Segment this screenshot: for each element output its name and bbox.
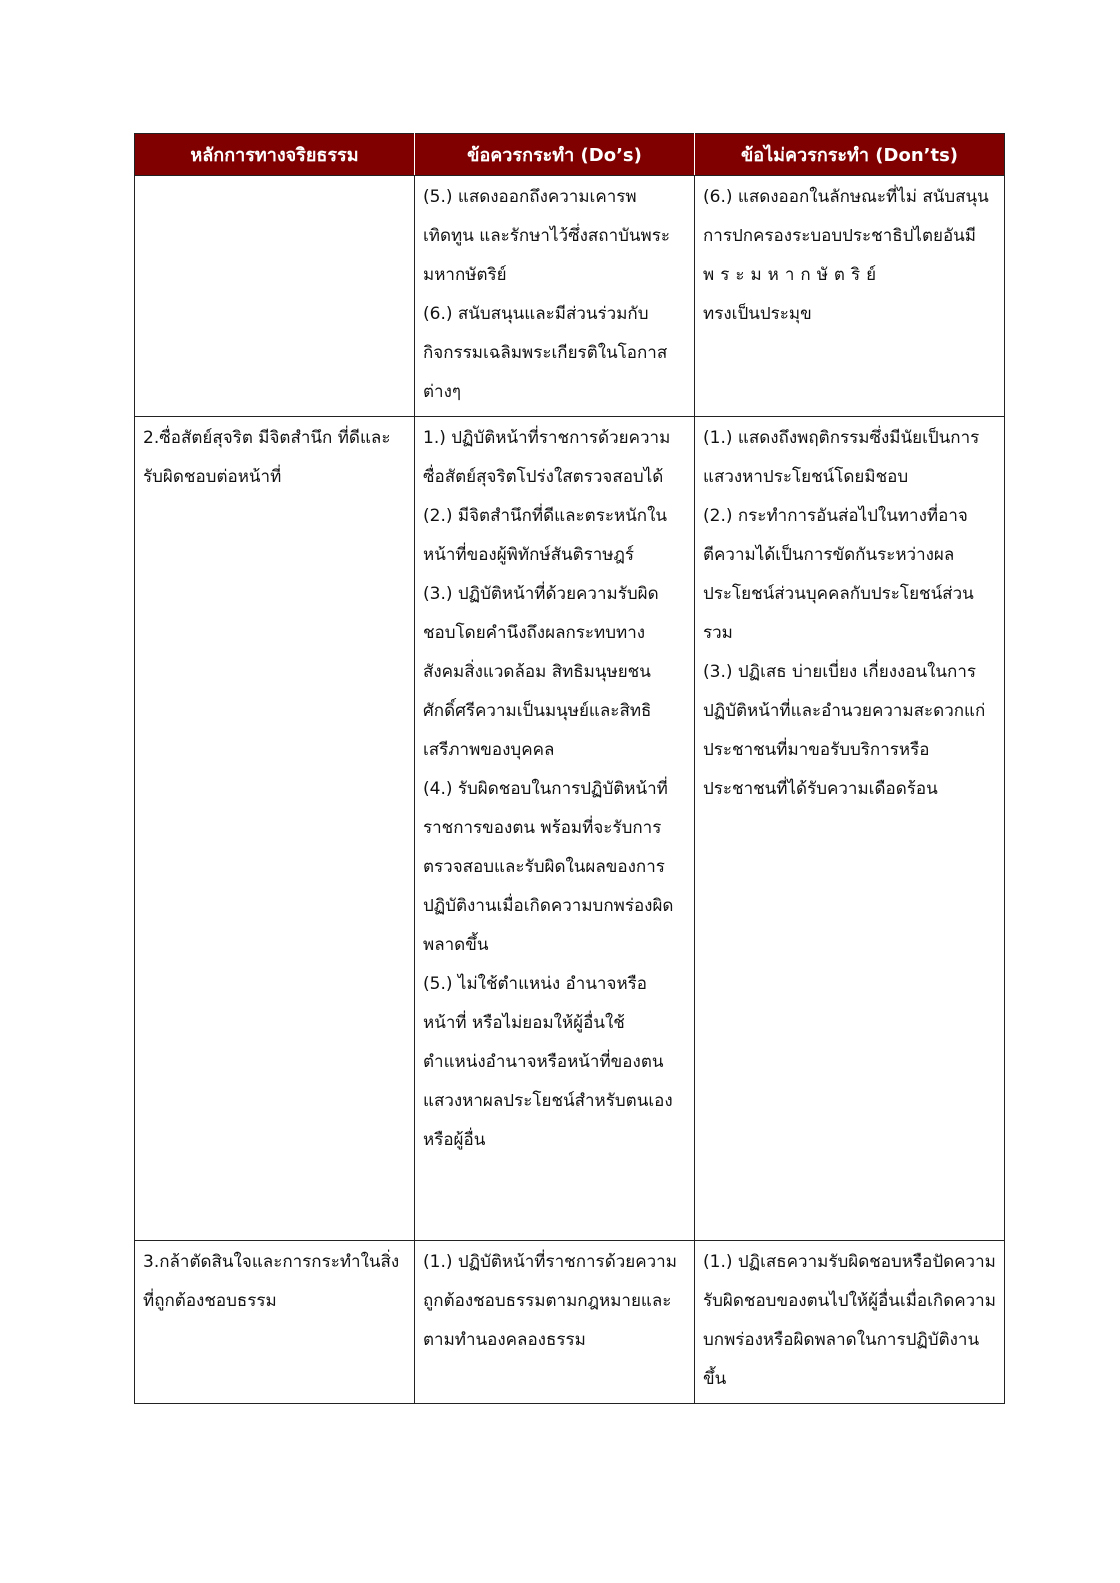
dos-item: (4.) รับผิดชอบในการปฏิบัติหน้าที่ราชการของตน พร้อมที่จะรับการตรวจสอบและรับผิดในผลของการปฏิบัติงานเมื่อเกิดความบกพร่องผิดพลาดขึ้น <box>423 779 674 955</box>
principle-text: 3.กล้าตัดสินใจและการกระทำในสิ่งที่ถูกต้องชอบธรรม <box>143 1252 400 1311</box>
table-row <box>135 417 1005 1241</box>
donts-cell <box>695 176 1005 417</box>
donts-item: (1.) ปฏิเสธความรับผิดชอบหรือปัดความรับผิดชอบของตนไปให้ผู้อื่นเมื่อเกิดความบกพร่องหรือผิดพลาดในการปฏิบัติงานขึ้น <box>703 1252 996 1389</box>
donts-item: (2.) กระทำการอันส่อไปในทางที่อาจตีความได้เป็นการขัดกันระหว่างผลประโยชน์ส่วนบุคคลกับประโยชน์ส่วนรวม <box>703 506 974 643</box>
header-principle: หลักการทางจริยธรรม <box>135 134 415 176</box>
header-dos: ข้อควรกระทำ (Do’s) <box>415 134 695 176</box>
ethics-table <box>134 133 1005 1404</box>
donts-item: พระมหากษัตริย์ <box>703 265 883 285</box>
dos-cell <box>415 417 695 1241</box>
donts-item: ทรงเป็นประมุข <box>703 304 812 324</box>
principle-cell <box>135 1241 415 1404</box>
dos-item: (6.) สนับสนุนและมีส่วนร่วมกับกิจกรรมเฉลิมพระเกียรติในโอกาสต่างๆ <box>423 304 668 402</box>
donts-cell <box>695 417 1005 1241</box>
table-header-row <box>135 134 1005 176</box>
table-row <box>135 176 1005 417</box>
donts-cell <box>695 1241 1005 1404</box>
donts-item: (3.) ปฏิเสธ บ่ายเบี่ยง เกี่ยงงอนในการปฏิบัติหน้าที่และอำนวยความสะดวกแก่ประชาชนที่มาขอรับบริการหรือประชาชนที่ได้รับความเดือดร้อน <box>703 662 986 799</box>
principle-text: 2.ซื่อสัตย์สุจริต มีจิตสำนึก ที่ดีและรับผิดชอบต่อหน้าที่ <box>143 428 391 487</box>
dos-item: (1.) ปฏิบัติหน้าที่ราชการด้วยความถูกต้องชอบธรรมตามกฎหมายและตามทำนองคลองธรรม <box>423 1252 677 1350</box>
dos-cell <box>415 1241 695 1404</box>
dos-item: 1.) ปฏิบัติหน้าที่ราชการด้วยความซื่อสัตย์สุจริตโปร่งใสตรวจสอบได้ <box>423 428 671 487</box>
dos-cell <box>415 176 695 417</box>
donts-item: (1.) แสดงถึงพฤติกรรมซึ่งมีนัยเป็นการแสวงหาประโยชน์โดยมิชอบ <box>703 428 980 487</box>
dos-item: (5.) แสดงออกถึงความเคารพเทิดทูน และรักษาไว้ซึ่งสถาบันพระมหากษัตริย์ <box>423 187 670 285</box>
dos-item: (2.) มีจิตสำนึกที่ดีและตระหนักในหน้าที่ของผู้พิทักษ์สันติราษฎร์ <box>423 506 668 565</box>
table-row <box>135 1241 1005 1404</box>
principle-cell <box>135 176 415 417</box>
principle-cell <box>135 417 415 1241</box>
header-donts: ข้อไม่ควรกระทำ (Don’ts) <box>695 134 1005 176</box>
dos-item: (5.) ไม่ใช้ตำแหน่ง อำนาจหรือหน้าที่ หรือไม่ยอมให้ผู้อื่นใช้ตำแหน่งอำนาจหรือหน้าที่ของตนแสวงหาผลประโยชน์สำหรับตนเองหรือผู้อื่น <box>423 974 673 1150</box>
dos-item: (3.) ปฏิบัติหน้าที่ด้วยความรับผิดชอบโดยคำนึงถึงผลกระทบทางสังคมสิ่งแวดล้อม สิทธิมนุษยชน ศักดิ์ศรีความเป็นมนุษย์และสิทธิเสรีภาพของบุคคล <box>423 584 659 760</box>
donts-item: (6.) แสดงออกในลักษณะที่ไม่ สนับสนุนการปกครองระบอบประชาธิปไตยอันมี <box>703 187 989 246</box>
